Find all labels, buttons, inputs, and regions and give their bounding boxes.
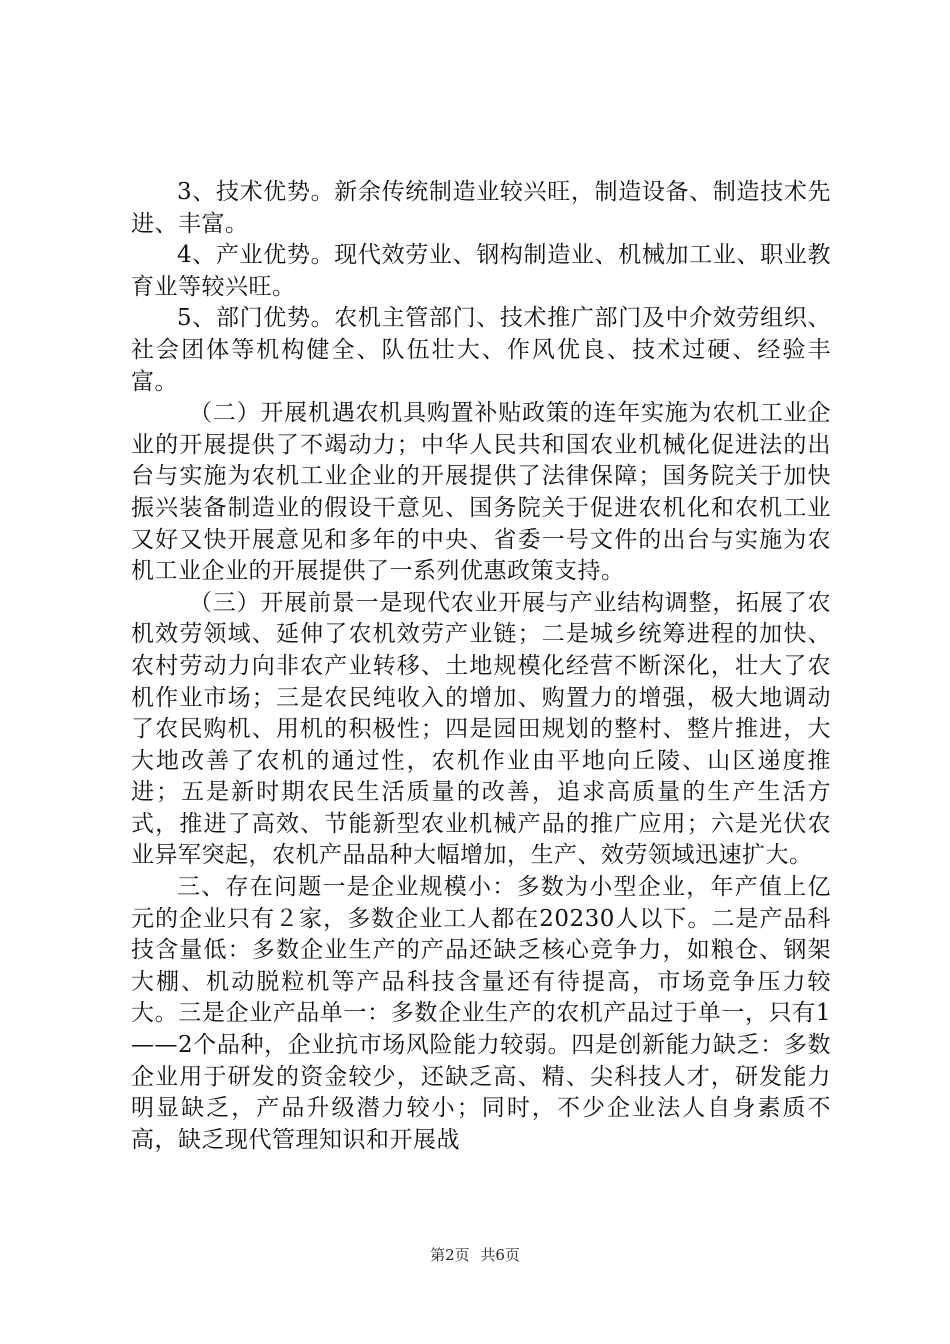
paragraph-development-opportunity: （二）开展机遇农机具购置补贴政策的连年实施为农机工业企业的开展提供了不竭动力；中华人民共和国农业机械化促进法的出台与实施为农机工业企业的开展提供了法律保障；国务院关于加快振兴装备制造业的假设干意见、国务院关于促进农机化和农机工业又好又快开展意见和多年的中央、省委一号文件的出台与实施为农机工业企业的开展提供了一系列优惠政策支持。 bbox=[131, 400, 831, 585]
document-body bbox=[131, 177, 831, 1156]
paragraph-technology-advantage: 3、技术优势。新余传统制造业较兴旺，制造设备、制造技术先进、丰富。 bbox=[131, 179, 831, 237]
page-number: 第2页 bbox=[430, 1246, 470, 1264]
page-total: 共6页 bbox=[480, 1246, 520, 1264]
paragraph-industry-advantage: 4、产业优势。现代效劳业、钢构制造业、机械加工业、职业教育业等较兴旺。 bbox=[131, 242, 831, 300]
page-footer bbox=[0, 1245, 950, 1265]
paragraph-development-prospect: （三）开展前景一是现代农业开展与产业结构调整，拓展了农机效劳领域、延伸了农机效劳产业链；二是城乡统筹进程的加快、农村劳动力向非农产业转移、土地规模化经营不断深化，壮大了农机作业市场；三是农民纯收入的增加、购置力的增强，极大地调动了农民购机、用机的积极性；四是园田规划的整村、整片推进，大大地改善了农机的通过性，农机作业由平地向丘陵、山区递度推进；五是新时期农民生活质量的改善，追求高质量的生产生活方式，推进了高效、节能新型农业机械产品的推广应用；六是光伏农业异军突起，农机产品品种大幅增加，生产、效劳领域迅速扩大。 bbox=[131, 589, 831, 869]
paragraph-department-advantage: 5、部门优势。农机主管部门、技术推广部门及中介效劳组织、社会团体等机构健全、队伍壮大、作风优良、技术过硬、经验丰富。 bbox=[131, 305, 831, 395]
paragraph-existing-problems: 三、存在问题一是企业规模小：多数为小型企业，年产值上亿元的企业只有２家，多数企业工人都在20230人以下。二是产品科技含量低：多数企业生产的产品还缺乏核心竞争力，如粮仓、钢架大棚、机动脱粒机等产品科技含量还有待提高，市场竞争压力较大。三是企业产品单一：多数企业生产的农机产品过于单一，只有1——2个品种，企业抗市场风险能力较弱。四是创新能力缺乏：多数企业用于研发的资金较少，还缺乏高、精、尖科技人才，研发能力明显缺乏，产品升级潜力较小；同时，不少企业法人自身素质不高，缺乏现代管理知识和开展战 bbox=[131, 874, 831, 1153]
